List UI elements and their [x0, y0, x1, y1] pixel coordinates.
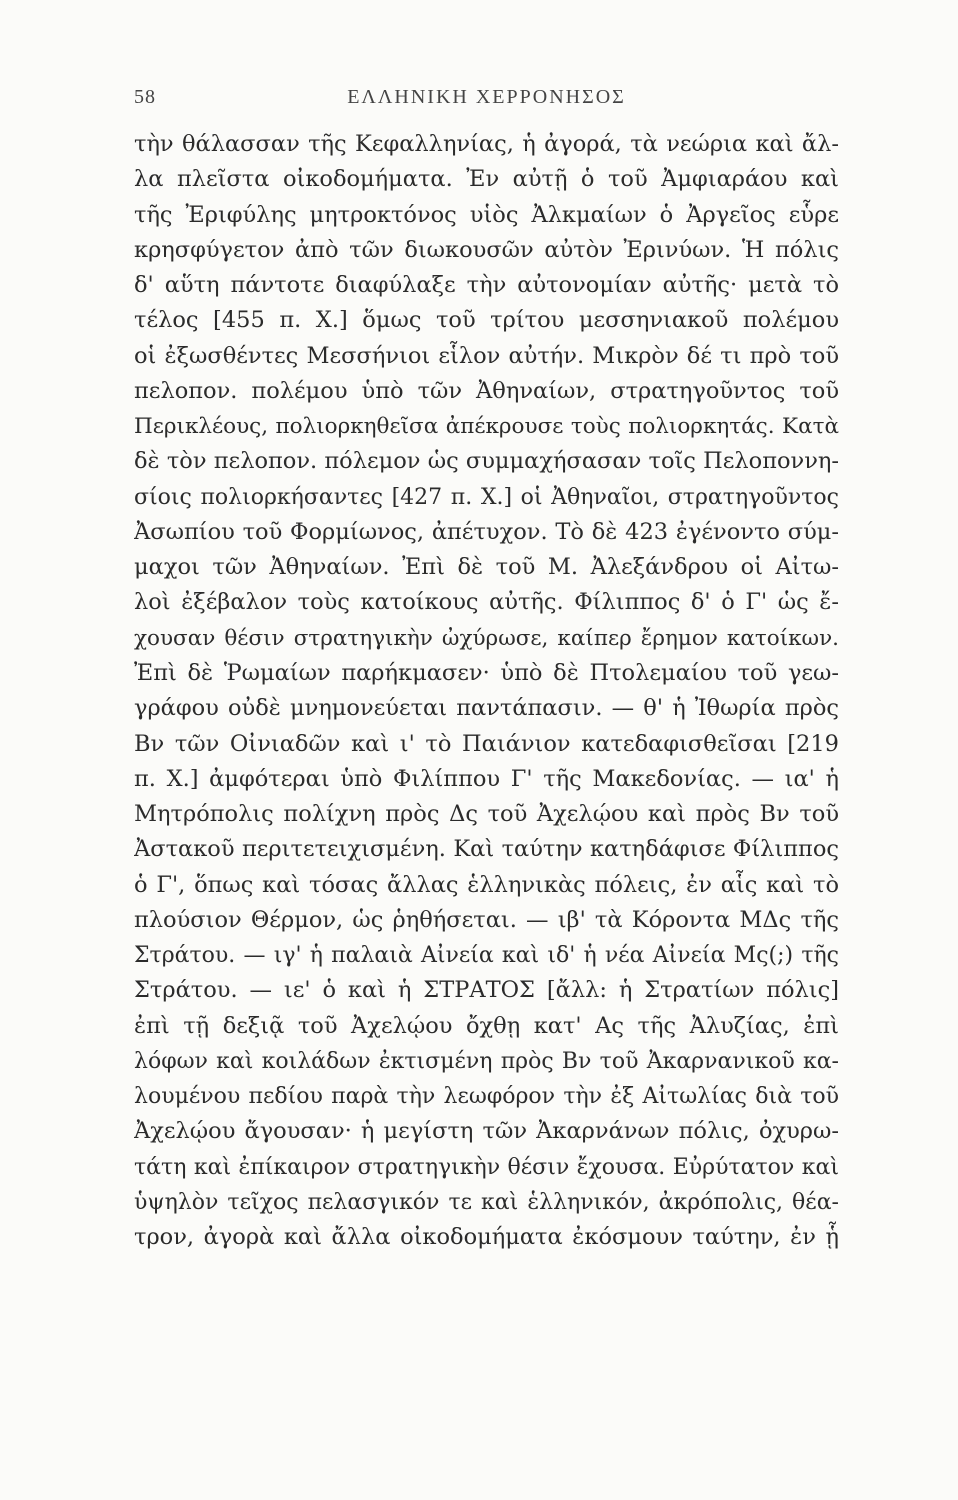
text-line: Ἀχελῴου ἄγουσαν· ἡ μεγίστη τῶν Ἀκαρνάνων πόλις, ὀχυρω- — [134, 1118, 839, 1145]
text-line: λόφων καὶ κοιλάδων ἐκτισμένη πρὸς Βν τοῦ Ἀκαρνανικοῦ κα- — [134, 1048, 839, 1074]
text-line: οἱ ἐξωσθέντες Μεσσήνιοι εἷλον αὐτήν. Μικρὸν δέ τι πρὸ τοῦ — [134, 342, 839, 369]
text-line: τέλος [455 π. Χ.] ὅμως τοῦ τρίτου μεσσηνιακοῦ πολέμου — [134, 307, 839, 334]
text-line: λα πλεῖστα οἰκοδομήματα. Ἐν αὐτῇ ὁ τοῦ Ἀμφιαράου καὶ — [134, 166, 839, 193]
text-line: χουσαν θέσιν στρατηγικὴν ὠχύρωσε, καίπερ ἔρημον κατοίκων. — [134, 625, 839, 651]
text-line: π. Χ.] ἀμφότεραι ὑπὸ Φιλίππου Γ' τῆς Μακεδονίας. — ια' ἡ — [134, 765, 839, 792]
text-line: κρησφύγετον ἀπὸ τῶν διωκουσῶν αὐτὸν Ἐρινύων. Ἡ πόλις — [134, 236, 839, 263]
text-line: σίοις πολιορκήσαντες [427 π. Χ.] οἱ Ἀθηναῖοι, στρατηγοῦντος — [134, 484, 839, 510]
body-text — [134, 127, 839, 1256]
text-line: δ' αὕτη πάντοτε διαφύλαξε τὴν αὐτονομίαν αὐτῆς· μετὰ τὸ — [134, 272, 839, 299]
text-line: Ἀστακοῦ περιτετειχισμένη. Καὶ ταύτην κατηδάφισε Φίλιππος — [134, 836, 839, 863]
text-line: Μητρόπολις πολίχνη πρὸς Δς τοῦ Ἀχελῴου καὶ πρὸς Βν τοῦ — [134, 801, 839, 828]
page-header — [134, 86, 839, 116]
text-line: δὲ τὸν πελοπον. πόλεμον ὡς συμμαχήσασαν τοῖς Πελοποννη- — [134, 448, 839, 475]
text-line: Στράτου. — ιγ' ἡ παλαιὰ Αἰνεία καὶ ιδ' ἡ νέα Αἰνεία Μς(;) τῆς — [134, 943, 839, 969]
text-line: Περικλέους, πολιορκηθεῖσα ἀπέκρουσε τοὺς πολιορκητάς. Κατὰ — [134, 414, 839, 440]
text-line: πλούσιον Θέρμον, ὡς ῥηθήσεται. — ιβ' τὰ Κόροντα ΜΔς τῆς — [134, 906, 839, 933]
text-line: Ἐπὶ δὲ Ῥωμαίων παρήκμασεν· ὑπὸ δὲ Πτολεμαίου τοῦ γεω- — [134, 659, 839, 686]
text-line: τρον, ἀγορὰ καὶ ἄλλα οἰκοδομήματα ἐκόσμουν ταύτην, ἐν ᾗ — [134, 1224, 839, 1251]
text-line: ὑψηλὸν τεῖχος πελασγικόν τε καὶ ἑλληνικόν, ἀκρόπολις, θέα- — [134, 1189, 839, 1215]
text-line: ἐπὶ τῇ δεξιᾷ τοῦ Ἀχελῴου ὄχθῃ κατ' Ας τῆς Ἀλυζίας, ἐπὶ — [134, 1012, 839, 1039]
text-line: τῆς Ἐριφύλης μητροκτόνος υἱὸς Ἀλκμαίων ὁ Ἀργεῖος εὗρε — [134, 201, 839, 228]
text-line: Στράτου. — ιε' ὁ καὶ ἡ ΣΤΡΑΤΟΣ [ἄλλ: ἡ Στρατίων πόλις] — [134, 977, 839, 1004]
text-line: Βν τῶν Οἰνιαδῶν καὶ ι' τὸ Παιάνιον κατεδαφισθεῖσαι [219 — [134, 730, 839, 757]
text-line: λοὶ ἐξέβαλον τοὺς κατοίκους αὐτῆς. Φίλιππος δ' ὁ Γ' ὡς ἔ- — [134, 589, 839, 616]
text-line: τάτη καὶ ἐπίκαιρον στρατηγικὴν θέσιν ἔχουσα. Εὐρύτατον καὶ — [134, 1154, 839, 1180]
text-line: γράφου οὐδὲ μνημονεύεται παντάπασιν. — θ' ἡ Ἰθωρία πρὸς — [134, 695, 839, 722]
text-line: μαχοι τῶν Ἀθηναίων. Ἐπὶ δὲ τοῦ Μ. Ἀλεξάνδρου οἱ Αἰτω- — [134, 554, 839, 581]
page-number: 58 — [134, 86, 156, 108]
text-line: λουμένου πεδίου παρὰ τὴν λεωφόρον τὴν ἐξ Αἰτωλίας διὰ τοῦ — [134, 1084, 839, 1110]
text-line: τὴν θάλασσαν τῆς Κεφαλληνίας, ἡ ἀγορά, τὰ νεώρια καὶ ἄλ- — [134, 131, 839, 157]
text-line: πελοπον. πολέμου ὑπὸ τῶν Ἀθηναίων, στρατηγοῦντος τοῦ — [134, 377, 839, 404]
running-title: ΕΛΛΗΝΙΚΗ ΧΕΡΡΟΝΗΣΟΣ — [347, 86, 626, 108]
text-line: ὁ Γ', ὅπως καὶ τόσας ἄλλας ἑλληνικὰς πόλεις, ἐν αἷς καὶ τὸ — [134, 871, 839, 898]
text-line: Ἀσωπίου τοῦ Φορμίωνος, ἀπέτυχον. Τὸ δὲ 423 ἐγένοντο σύμ- — [134, 518, 839, 545]
